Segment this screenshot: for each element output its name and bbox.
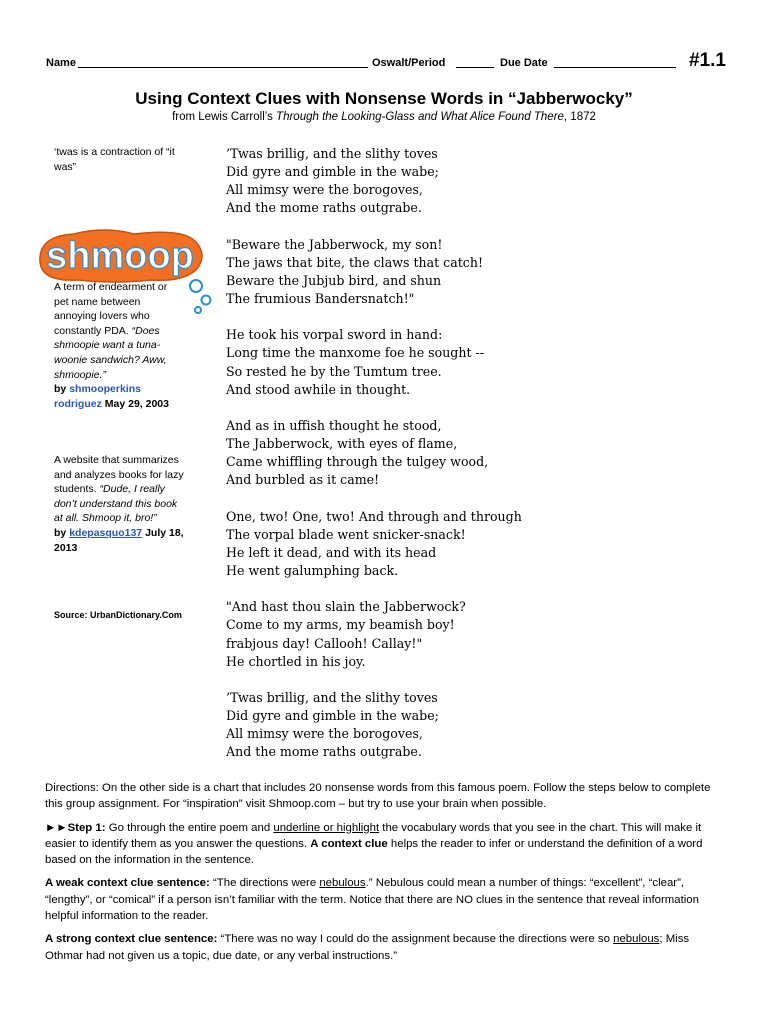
poem-line: All mimsy were the borogoves, — [226, 726, 423, 742]
definition-2-by: by — [54, 526, 67, 539]
poem-line: Come to my arms, my beamish boy! — [226, 617, 455, 633]
definition-1 — [54, 280, 184, 411]
header — [46, 50, 726, 72]
period-label: Oswalt/Period — [372, 57, 446, 69]
poem-line: He left it dead, and with its head — [226, 544, 437, 560]
poem-line: "Beware the Jabberwock, my son! — [226, 236, 443, 252]
twas-note: ‘twas is a contraction of “it was” — [54, 146, 175, 173]
subtitle-prefix: from Lewis Carroll’s — [172, 111, 277, 123]
due-date-label: Due Date — [500, 57, 548, 69]
definition-2 — [54, 453, 184, 555]
definition-2-text: A website that summarizes and analyzes books for lazy students. — [54, 454, 184, 496]
definition-1-author[interactable]: shmooperkins rodriguez — [54, 383, 141, 410]
poem-line: He went galumphing back. — [226, 562, 399, 578]
poem-line: The frumious Bandersnatch!" — [226, 290, 415, 306]
poem-line: One, two! One, two! And through and through — [226, 508, 522, 524]
poem — [226, 145, 546, 780]
step-1-text: helps the reader to infer or understand the definition of a word based on the information in the sentence. — [45, 837, 703, 867]
directions-intro: Directions: On the other side is a chart that includes 20 nonsense words from this famous poem. Follow the steps below to complete this group assignment. For “inspiration” visit Shmoop.com – but try to use your brain when possible. — [45, 782, 711, 811]
subtitle-suffix: , 1872 — [563, 111, 596, 123]
step-1-highlight: underline or highlight — [273, 821, 380, 834]
subtitle-book: Through the Looking-Glass and What Alice Found There — [276, 111, 564, 123]
step-1-text: Go through the entire poem and — [105, 821, 274, 834]
step-1-text: the vocabulary words that you see in the chart. This will make it easier to identify them as you answer the questions. — [45, 821, 702, 850]
weak-example-text: .” Nebulous could mean a number of things: “excellent”, “clear”, “lengthy”, or “comical” if a person isn’t familiar with the term. Notice that there are NO clues in the sentence that reveal information helpful information to the reader. — [45, 877, 699, 923]
definition-2-author[interactable]: kdepasquo137 — [69, 526, 143, 539]
strong-example-word: nebulous — [613, 933, 660, 946]
poem-stanza — [226, 326, 546, 398]
poem-line: And burbled as it came! — [226, 472, 380, 488]
page-title: Using Context Clues with Nonsense Words in “Jabberwocky” — [135, 89, 633, 108]
poem-stanza — [226, 689, 546, 761]
assignment-number: #1.1 — [689, 50, 726, 71]
poem-stanza — [226, 417, 546, 489]
definition-1-example: “Does shmoopie want a tuna-woonie sandwich? Aww, shmoopie.” — [54, 324, 167, 381]
poem-line: The jaws that bite, the claws that catch! — [226, 254, 484, 270]
strong-example — [45, 931, 725, 964]
poem-line: And stood awhile in thought. — [226, 381, 411, 397]
poem-line: And as in uffish thought he stood, — [226, 418, 442, 434]
poem-line: Did gyre and gimble in the wabe; — [226, 708, 439, 724]
poem-line: Came whiffling through the tulgey wood, — [226, 454, 489, 470]
context-clue-term: A context clue — [310, 837, 388, 850]
weak-example-label: A weak context clue sentence: — [45, 877, 210, 890]
step-1-label: Step 1: — [67, 821, 106, 834]
poem-line: He took his vorpal sword in hand: — [226, 327, 443, 343]
poem-line: All mimsy were the borogoves, — [226, 182, 423, 198]
weak-example — [45, 875, 725, 924]
step-1 — [45, 820, 725, 869]
due-date-field[interactable] — [554, 67, 676, 68]
logo-text: shmoop — [46, 235, 194, 277]
name-field[interactable] — [78, 67, 368, 68]
poem-line: Did gyre and gimble in the wabe; — [226, 164, 439, 180]
period-field[interactable] — [456, 67, 494, 68]
directions — [45, 780, 725, 971]
poem-stanza — [226, 598, 546, 670]
poem-line: The Jabberwock, with eyes of flame, — [226, 436, 458, 452]
step-arrows: ►► — [45, 821, 68, 834]
definition-1-by: by — [54, 383, 67, 396]
weak-example-word: nebulous — [319, 877, 366, 890]
poem-line: frabjous day! Callooh! Callay!" — [226, 635, 423, 651]
definition-2-date: July 18, 2013 — [54, 526, 184, 554]
strong-example-text: “There was no way I could do the assignment because the directions were so — [217, 933, 614, 946]
definition-1-date: May 29, 2003 — [104, 397, 169, 410]
poem-line: And the mome raths outgrabe. — [226, 744, 422, 760]
poem-line: Beware the Jubjub bird, and shun — [226, 272, 442, 288]
definition-2-example: “Dude, I really don’t understand this book at all. Shmoop it, bro!” — [54, 483, 178, 525]
poem-line: He chortled in his joy. — [226, 653, 366, 669]
name-label: Name — [46, 57, 76, 69]
source-note: Source: UrbanDictionary.Com — [54, 610, 182, 620]
poem-line: "And hast thou slain the Jabberwock? — [226, 599, 466, 615]
strong-example-label: A strong context clue sentence: — [45, 933, 218, 946]
poem-line: Long time the manxome foe he sought -- — [226, 345, 485, 361]
poem-line: And the mome raths outgrabe. — [226, 200, 422, 216]
poem-stanza — [226, 236, 546, 308]
poem-stanza — [226, 145, 546, 217]
subtitle — [0, 111, 768, 123]
weak-example-text: “The directions were — [209, 877, 320, 890]
poem-line: ’Twas brillig, and the slithy toves — [226, 690, 438, 706]
poem-line: ’Twas brillig, and the slithy toves — [226, 146, 438, 161]
poem-line: The vorpal blade went snicker-snack! — [226, 526, 466, 542]
poem-stanza — [226, 508, 546, 580]
definition-1-text: A term of endearment or pet name between annoying lovers who constantly PDA. — [54, 281, 168, 337]
poem-line: So rested he by the Tumtum tree. — [226, 363, 442, 379]
strong-example-text: ; Miss Othmar had not given us a topic, due date, or any verbal instructions.” — [45, 933, 690, 962]
